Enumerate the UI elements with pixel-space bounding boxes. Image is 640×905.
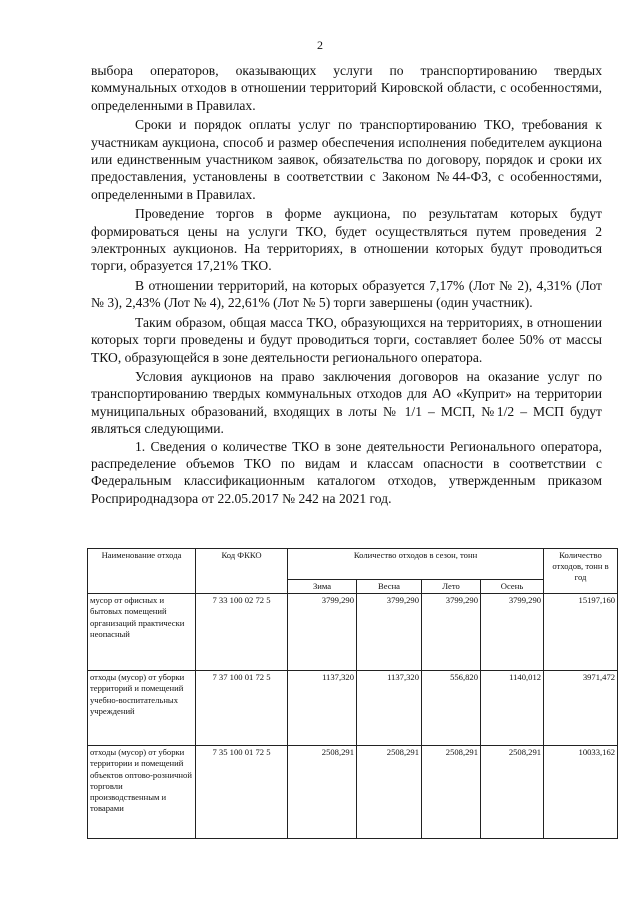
cell-summer: 556,820	[422, 671, 481, 746]
paragraph: выбора операторов, оказывающих услуги по транспортированию твердых коммунальных отходов в отношении территорий Кировской области, с особенностями, определенными в Правилах.	[91, 63, 602, 113]
header-spring: Весна	[357, 580, 422, 594]
page-number: 2	[317, 38, 323, 52]
table-header-row	[88, 549, 618, 580]
paragraph: Условия аукционов на право заключения договоров на оказание услуг по транспортированию твердых коммунальных отходов для АО «Куприт» на территории муниципальных образований, входящих в лоты № 1/1 – МСП, №1/2 – МСП будут являться следующими.	[91, 368, 602, 437]
paragraph: В отношении территорий, на которых образуется 7,17% (Лот № 2), 4,31% (Лот № 3), 2,43% (Лот № 4), 22,61% (Лот № 5) торги завершены (один участник).	[91, 277, 602, 311]
cell-annual-total: 3971,472	[544, 671, 618, 746]
cell-waste-name: отходы (мусор) от уборки территорий и помещений учебно-воспитательных учреждений	[88, 671, 196, 746]
cell-waste-name: отходы (мусор) от уборки территории и помещений объектов оптово-розничной торговли производственным и товарами	[88, 746, 196, 839]
header-season-group: Количество отходов в сезон, тонн	[288, 549, 544, 580]
paragraph: Проведение торгов в форме аукциона, по результатам которых будут формироваться цены на услуги ТКО, будет осуществляться путем проведения 2 электронных аукционов. На территориях, в отношении которых будут проводиться торги, образуется 17,21% ТКО.	[91, 206, 602, 274]
cell-spring: 1137,320	[357, 671, 422, 746]
cell-autumn: 2508,291	[481, 746, 544, 839]
cell-autumn: 3799,290	[481, 594, 544, 671]
table-row	[88, 671, 618, 746]
header-autumn: Осень	[481, 580, 544, 594]
cell-spring: 2508,291	[357, 746, 422, 839]
cell-winter: 2508,291	[288, 746, 357, 839]
cell-spring: 3799,290	[357, 594, 422, 671]
cell-winter: 3799,290	[288, 594, 357, 671]
document-body	[91, 62, 602, 507]
cell-fkko-code: 7 37 100 01 72 5	[196, 671, 288, 746]
cell-annual-total: 10033,162	[544, 746, 618, 839]
cell-waste-name: мусор от офисных и бытовых помещений организаций практически неопасный	[88, 594, 196, 671]
cell-fkko-code: 7 33 100 02 72 5	[196, 594, 288, 671]
cell-annual-total: 15197,160	[544, 594, 618, 671]
table-row	[88, 746, 618, 839]
header-annual-total: Количество отходов, тонн в год	[544, 549, 618, 594]
paragraph: 1. Сведения о количестве ТКО в зоне деятельности Регионального оператора, распределение объемов ТКО по видам и классам опасности в соответствии с Федеральным классификационным каталогом отходов, утвержденным приказом Росприроднадзора от 22.05.2017 № 242 на 2021 год.	[91, 438, 602, 506]
header-summer: Лето	[422, 580, 481, 594]
paragraph: Таким образом, общая масса ТКО, образующихся на территориях, в отношении которых торги проведены и будут проводиться торги, составляет более 50% от массы ТКО, образующейся в зоне деятельности регионального оператора.	[91, 314, 602, 365]
cell-fkko-code: 7 35 100 01 72 5	[196, 746, 288, 839]
cell-summer: 2508,291	[422, 746, 481, 839]
cell-summer: 3799,290	[422, 594, 481, 671]
cell-autumn: 1140,012	[481, 671, 544, 746]
header-waste-name: Наименование отхода	[88, 549, 196, 594]
cell-winter: 1137,320	[288, 671, 357, 746]
header-fkko-code: Код ФККО	[196, 549, 288, 594]
header-winter: Зима	[288, 580, 357, 594]
table-row	[88, 594, 618, 671]
waste-volume-table	[87, 548, 618, 839]
paragraph: Сроки и порядок оплаты услуг по транспортированию ТКО, требования к участникам аукциона, способ и размер обеспечения исполнения победителем аукциона или единственным участником заявок, обязательства по договору, порядок и сроки их предоставления, установлены в соответствии с Законом №44-ФЗ, с особенностями, определенными в Правилах.	[91, 117, 602, 202]
